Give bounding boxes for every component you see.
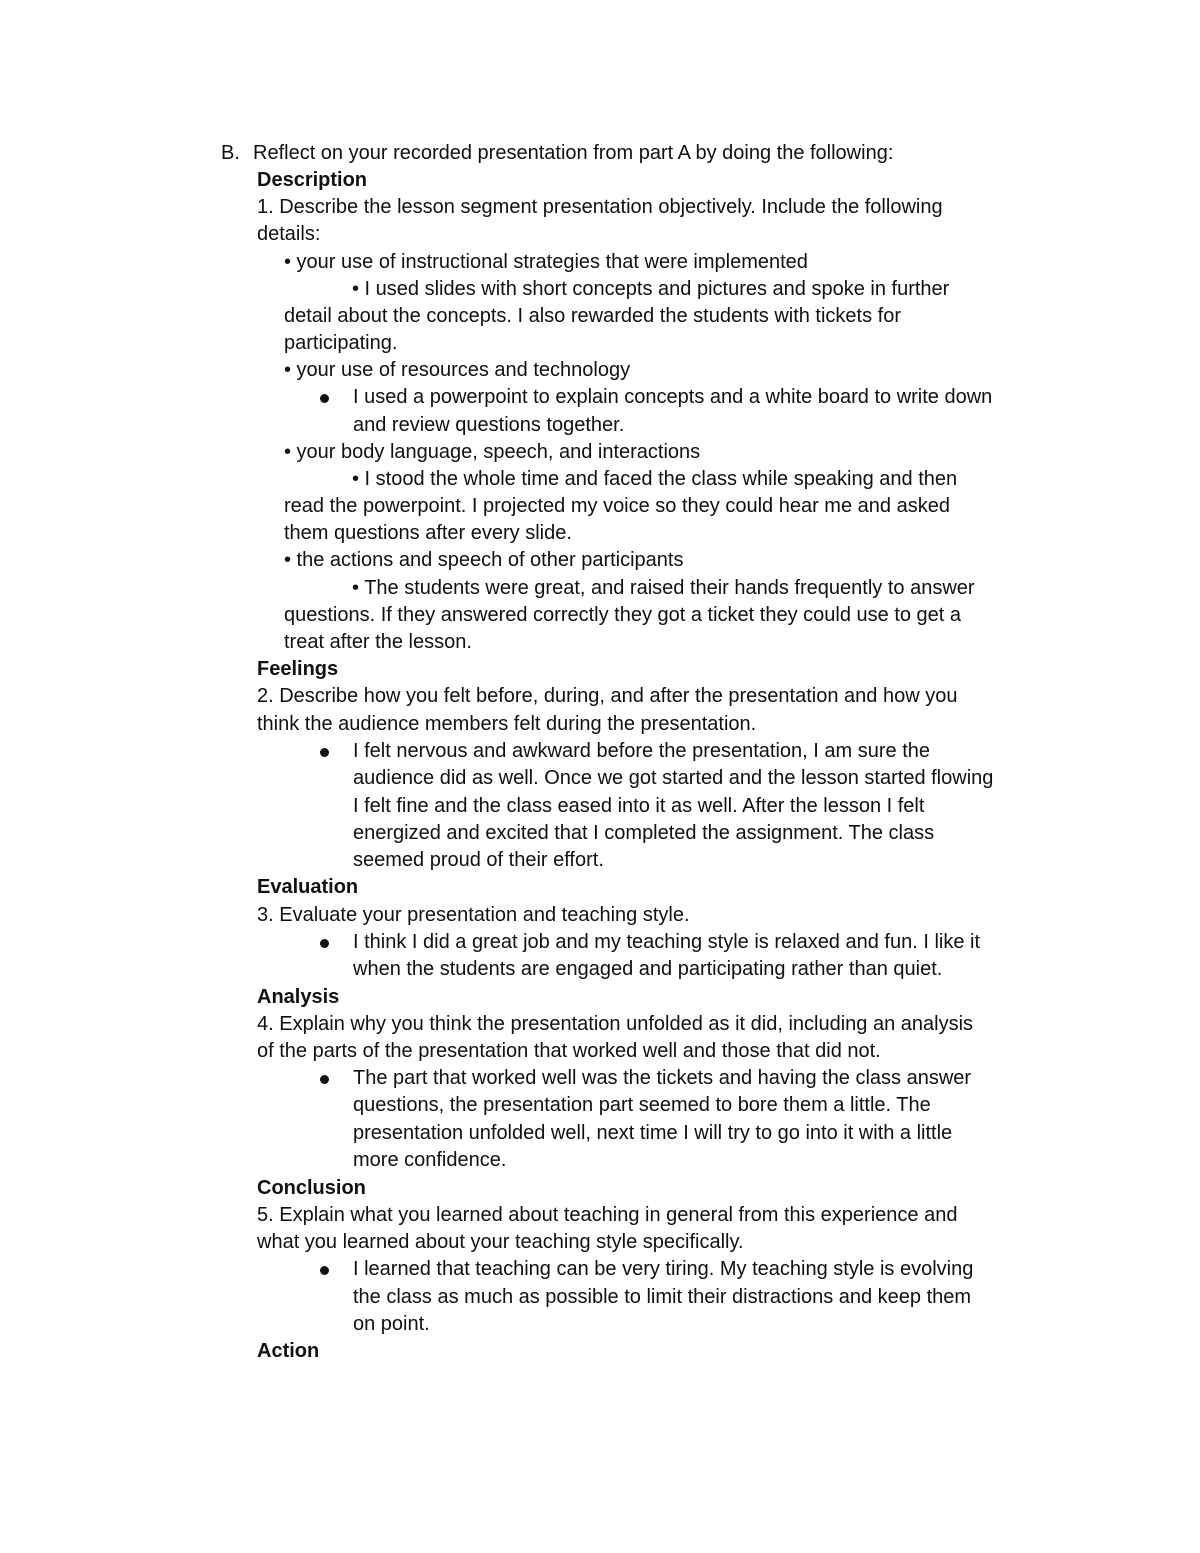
sub-item-instructional-strategies: • your use of instructional strategies that were implemented [284,251,808,273]
answer-4-line-1: • The students were great, and raised their hands frequently to answer [352,577,975,599]
part-b-prefix: B. [221,142,240,164]
sub-item-resources-technology: • your use of resources and technology [284,359,631,381]
answer-4-line-2: questions. If they answered correctly they got a ticket they could use to get a [284,604,962,626]
section-heading-feelings: Feelings [257,658,339,680]
section-heading-analysis: Analysis [257,986,340,1008]
answer-2-line-1: I used a powerpoint to explain concepts and a white board to write down [353,386,993,408]
answer-3-line-3: them questions after every slide. [284,522,572,544]
answer-1-line-2: detail about the concepts. I also rewarded the students with tickets for [284,305,902,327]
question-1-line-1: 1. Describe the lesson segment presentation objectively. Include the following [257,196,943,218]
section-heading-description: Description [257,169,368,191]
question-1-line-2: details: [257,223,321,245]
conclusion-answer-line-1: I learned that teaching can be very tiring. My teaching style is evolving [353,1258,974,1280]
analysis-answer-line-3: presentation unfolded well, next time I will try to go into it with a little [353,1122,953,1144]
feelings-answer-line-1: I felt nervous and awkward before the presentation, I am sure the [353,740,930,762]
section-heading-action: Action [257,1340,320,1362]
question-2-line-1: 2. Describe how you felt before, during, and after the presentation and how you [257,685,958,707]
answer-4-line-3: treat after the lesson. [284,631,472,653]
bullet-icon [320,1075,329,1084]
bullet-icon [320,939,329,948]
question-4-line-2: of the parts of the presentation that worked well and those that did not. [257,1040,881,1062]
sub-item-other-participants: • the actions and speech of other participants [284,549,684,571]
bullet-icon [320,748,329,757]
answer-1-line-1: • I used slides with short concepts and pictures and spoke in further [352,278,950,300]
analysis-answer-line-2: questions, the presentation part seemed to bore them a little. The [353,1094,931,1116]
conclusion-answer-line-2: the class as much as possible to limit their distractions and keep them [353,1286,972,1308]
feelings-answer-line-2: audience did as well. Once we got started and the lesson started flowing [353,767,994,789]
feelings-answer-line-5: seemed proud of their effort. [353,849,604,871]
evaluation-answer-line-1: I think I did a great job and my teaching style is relaxed and fun. I like it [353,931,981,953]
section-heading-evaluation: Evaluation [257,876,359,898]
conclusion-answer-line-3: on point. [353,1313,430,1335]
question-3-line-1: 3. Evaluate your presentation and teaching style. [257,904,690,926]
analysis-answer-line-1: The part that worked well was the tickets and having the class answer [353,1067,972,1089]
question-5-line-2: what you learned about your teaching style specifically. [257,1231,744,1253]
question-4-line-1: 4. Explain why you think the presentation unfolded as it did, including an analysis [257,1013,974,1035]
part-b-instructions: Reflect on your recorded presentation from part A by doing the following: [253,142,894,164]
analysis-answer-line-4: more confidence. [353,1149,507,1171]
question-5-line-1: 5. Explain what you learned about teaching in general from this experience and [257,1204,958,1226]
bullet-icon [320,394,329,403]
answer-2-line-2: and review questions together. [353,414,625,436]
evaluation-answer-line-2: when the students are engaged and participating rather than quiet. [353,958,943,980]
feelings-answer-line-4: energized and excited that I completed the assignment. The class [353,822,935,844]
sub-item-body-language: • your body language, speech, and interactions [284,441,701,463]
answer-3-line-1: • I stood the whole time and faced the class while speaking and then [352,468,958,490]
bullet-icon [320,1266,329,1275]
feelings-answer-line-3: I felt fine and the class eased into it as well. After the lesson I felt [353,795,925,817]
question-2-line-2: think the audience members felt during the presentation. [257,713,757,735]
answer-1-line-3: participating. [284,332,398,354]
section-heading-conclusion: Conclusion [257,1177,366,1199]
answer-3-line-2: read the powerpoint. I projected my voice so they could hear me and asked [284,495,950,517]
